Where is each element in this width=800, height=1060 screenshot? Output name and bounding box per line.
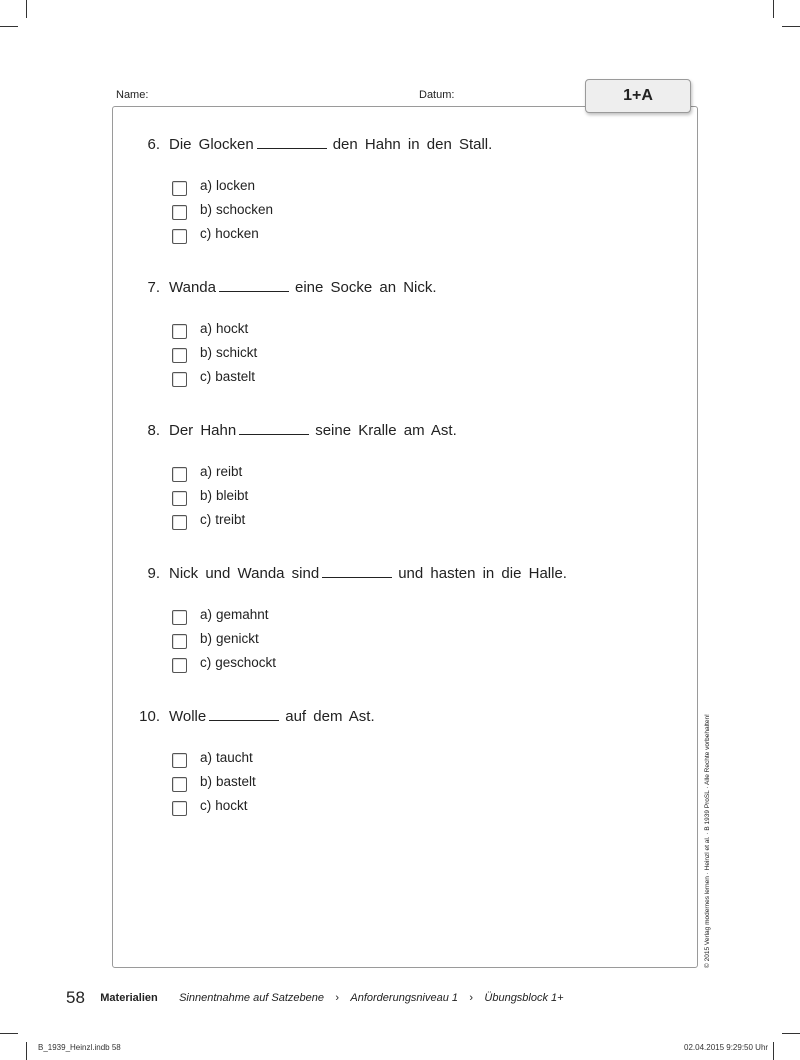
- sentence-end: eine Socke an Nick.: [294, 279, 437, 296]
- answer-blank[interactable]: [209, 708, 279, 721]
- option-checkbox[interactable]: [172, 801, 187, 816]
- option-label: [200, 321, 252, 336]
- option-text: taucht: [216, 750, 253, 765]
- option-text: bastelt: [216, 774, 256, 789]
- option-letter: c): [200, 798, 212, 813]
- question-sentence: [169, 565, 567, 582]
- crop-mark: [782, 26, 800, 27]
- option-label: [200, 345, 261, 360]
- option-letter: c): [200, 226, 212, 241]
- crop-mark: [26, 1042, 27, 1060]
- option-checkbox[interactable]: [172, 610, 187, 625]
- option-letter: c): [200, 655, 212, 670]
- question-sentence: [169, 279, 437, 296]
- option-text: schickt: [216, 345, 258, 360]
- question-sentence: [169, 422, 457, 439]
- answer-blank[interactable]: [239, 422, 309, 435]
- page-number: 58: [66, 988, 85, 1007]
- level-tab: 1+A: [585, 79, 691, 113]
- sentence-end: den Hahn in den Stall.: [332, 136, 493, 153]
- question-number: 10.: [139, 708, 160, 725]
- option-letter: b): [200, 631, 213, 646]
- option-checkbox[interactable]: [172, 467, 187, 482]
- option-text: treibt: [215, 512, 246, 527]
- option-text: hockt: [215, 798, 248, 813]
- option-letter: a): [200, 607, 213, 622]
- option-text: geschockt: [215, 655, 277, 670]
- breadcrumb-item: Sinnentnahme auf Satzebene: [179, 992, 325, 1004]
- option-checkbox[interactable]: [172, 205, 187, 220]
- sentence-start: Der Hahn: [169, 422, 237, 439]
- option-checkbox[interactable]: [172, 181, 187, 196]
- question-number: 6.: [147, 136, 160, 153]
- crop-mark: [0, 1033, 18, 1034]
- option-text: gemahnt: [216, 607, 269, 622]
- crop-mark: [782, 1033, 800, 1034]
- option-label: [200, 631, 263, 646]
- sentence-start: Wolle: [169, 708, 207, 725]
- breadcrumb-separator: ›: [335, 992, 340, 1004]
- crop-mark: [26, 0, 27, 18]
- question-sentence: [169, 708, 375, 725]
- sentence-end: und hasten in die Halle.: [398, 565, 567, 582]
- option-letter: b): [200, 488, 213, 503]
- option-letter: b): [200, 202, 213, 217]
- print-slug-timestamp: 02.04.2015 9:29:50 Uhr: [684, 1043, 769, 1052]
- option-text: reibt: [216, 464, 243, 479]
- option-label: [200, 488, 252, 503]
- option-letter: b): [200, 345, 213, 360]
- option-checkbox[interactable]: [172, 229, 187, 244]
- option-letter: a): [200, 750, 213, 765]
- option-text: hocken: [215, 226, 259, 241]
- option-label: [200, 178, 259, 193]
- option-checkbox[interactable]: [172, 348, 187, 363]
- breadcrumb-item: Anforderungsniveau 1: [350, 992, 459, 1004]
- sentence-end: auf dem Ast.: [285, 708, 375, 725]
- option-text: genickt: [216, 631, 259, 646]
- option-text: hockt: [216, 321, 249, 336]
- option-text: bleibt: [216, 488, 249, 503]
- question-sentence: [169, 136, 492, 153]
- sentence-start: Wanda: [169, 279, 216, 296]
- option-text: locken: [216, 178, 256, 193]
- answer-blank[interactable]: [219, 279, 289, 292]
- sentence-start: Nick und Wanda sind: [169, 565, 320, 582]
- option-label: [200, 774, 260, 789]
- copyright-note: © 2015 Verlag modernes lernen · Heinzl et al. · B 1939 ProSL · Alle Rechte vorbehalten!: [704, 714, 711, 968]
- option-letter: b): [200, 774, 213, 789]
- question-item: [0, 708, 700, 888]
- option-label: [200, 512, 249, 527]
- answer-blank[interactable]: [257, 136, 327, 149]
- option-label: [200, 655, 280, 670]
- sentence-end: seine Kralle am Ast.: [315, 422, 457, 439]
- crop-mark: [773, 0, 774, 18]
- option-checkbox[interactable]: [172, 324, 187, 339]
- option-label: [200, 369, 259, 384]
- option-label: [200, 202, 277, 217]
- option-letter: a): [200, 178, 213, 193]
- sentence-start: Die Glocken: [169, 136, 254, 153]
- option-letter: a): [200, 321, 213, 336]
- option-label: [200, 607, 273, 622]
- option-label: [200, 798, 252, 813]
- print-slug-file: B_1939_Heinzl.indb 58: [38, 1043, 121, 1052]
- option-checkbox[interactable]: [172, 753, 187, 768]
- option-text: schocken: [216, 202, 274, 217]
- date-label: Datum:: [419, 89, 455, 101]
- answer-blank[interactable]: [322, 565, 392, 578]
- option-label: [200, 226, 263, 241]
- breadcrumb-separator: ›: [469, 992, 474, 1004]
- footer-section: Materialien: [100, 992, 158, 1004]
- question-number: 7.: [147, 279, 160, 296]
- crop-mark: [773, 1042, 774, 1060]
- page-footer: [66, 988, 564, 1008]
- option-letter: a): [200, 464, 213, 479]
- option-letter: c): [200, 512, 212, 527]
- option-checkbox[interactable]: [172, 658, 187, 673]
- option-checkbox[interactable]: [172, 634, 187, 649]
- option-checkbox[interactable]: [172, 515, 187, 530]
- question-number: 9.: [147, 565, 160, 582]
- question-number: 8.: [147, 422, 160, 439]
- option-label: [200, 464, 246, 479]
- option-label: [200, 750, 257, 765]
- option-letter: c): [200, 369, 212, 384]
- name-label: Name:: [116, 89, 149, 101]
- option-text: bastelt: [215, 369, 256, 384]
- crop-mark: [0, 26, 18, 27]
- option-checkbox[interactable]: [172, 372, 187, 387]
- breadcrumb-item: Übungsblock 1+: [484, 992, 564, 1004]
- option-checkbox[interactable]: [172, 777, 187, 792]
- option-checkbox[interactable]: [172, 491, 187, 506]
